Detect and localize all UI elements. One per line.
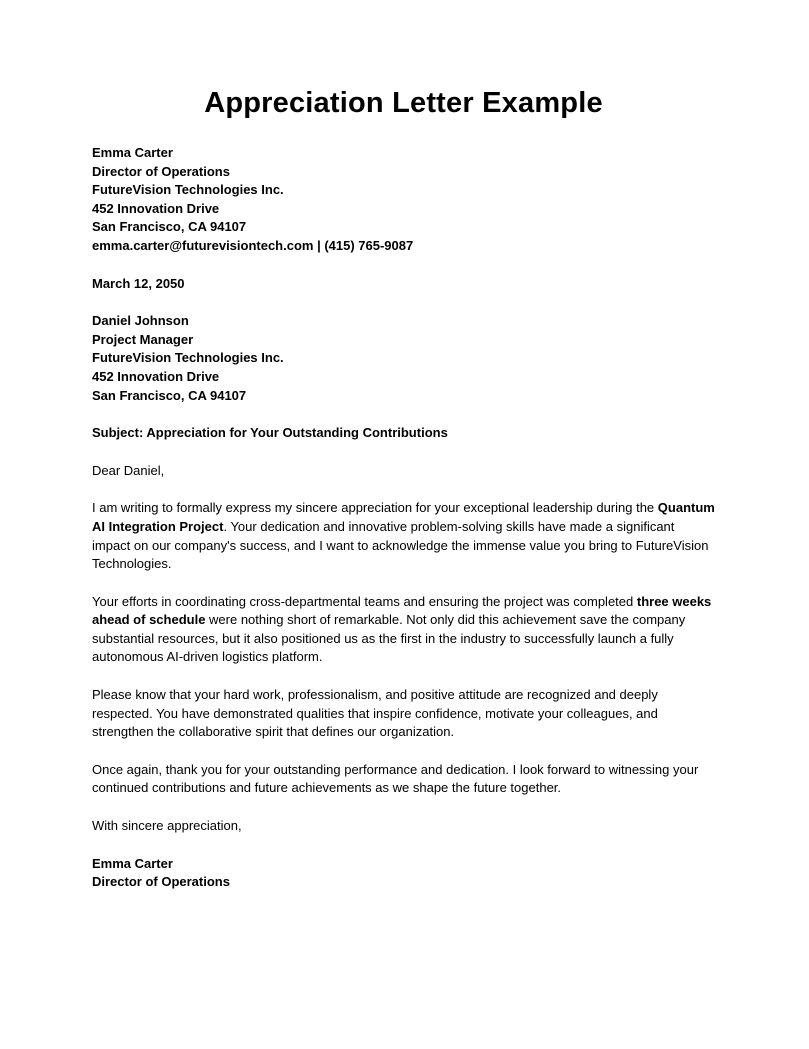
sender-company: FutureVision Technologies Inc. [92, 182, 284, 198]
sender-street: 452 Innovation Drive [92, 200, 220, 216]
date-line: March 12, 2050 [92, 275, 185, 291]
signature-name: Emma Carter [92, 855, 173, 871]
sender-contact: emma.carter@futurevisiontech.com | (415) 765-9087 [92, 237, 414, 253]
closing-line: With sincere appreciation, [92, 818, 242, 834]
body-paragraph-1: I am writing to formally express my sincere appreciation for your exceptional leadership during the Quantum AI Integration Project. Your dedication and innovative problem-solving skills have made a significant impact on our company's success, and I want to acknowledge the immense value you bring to FutureVision Technologies. [92, 500, 715, 572]
recipient-street: 452 Innovation Drive [92, 368, 220, 384]
subject-line: Subject: Appreciation for Your Outstanding Contributions [92, 425, 448, 441]
recipient-city: San Francisco, CA 94107 [92, 387, 247, 403]
sender-block [92, 144, 715, 256]
page-title: Appreciation Letter Example [204, 87, 603, 119]
recipient-block [92, 312, 715, 405]
salutation: Dear Daniel, [92, 462, 165, 478]
sender-city: San Francisco, CA 94107 [92, 219, 247, 235]
recipient-role: Project Manager [92, 331, 194, 347]
sender-role: Director of Operations [92, 163, 230, 179]
recipient-name: Daniel Johnson [92, 313, 189, 329]
body-paragraph-4: Once again, thank you for your outstanding performance and dedication. I look forward to witnessing your continued contributions and future achievements as we shape the future together. [92, 761, 699, 796]
recipient-company: FutureVision Technologies Inc. [92, 350, 284, 366]
sender-name: Emma Carter [92, 145, 173, 160]
body-paragraph-2: Your efforts in coordinating cross-departmental teams and ensuring the project was completed three weeks ahead of schedule were nothing short of remarkable. Not only did this achievement save the company substantial resources, but it also positioned us as the first in the industry to successfully launch a fully autonomous AI-driven logistics platform. [92, 593, 712, 665]
signature-block [92, 855, 715, 892]
body-paragraph-3: Please know that your hard work, professionalism, and positive attitude are recognized and deeply respected. You have demonstrated qualities that inspire confidence, motivate your colleagues, and strengthen the collaborative spirit that defines our organization. [92, 687, 658, 740]
signature-role: Director of Operations [92, 874, 230, 890]
